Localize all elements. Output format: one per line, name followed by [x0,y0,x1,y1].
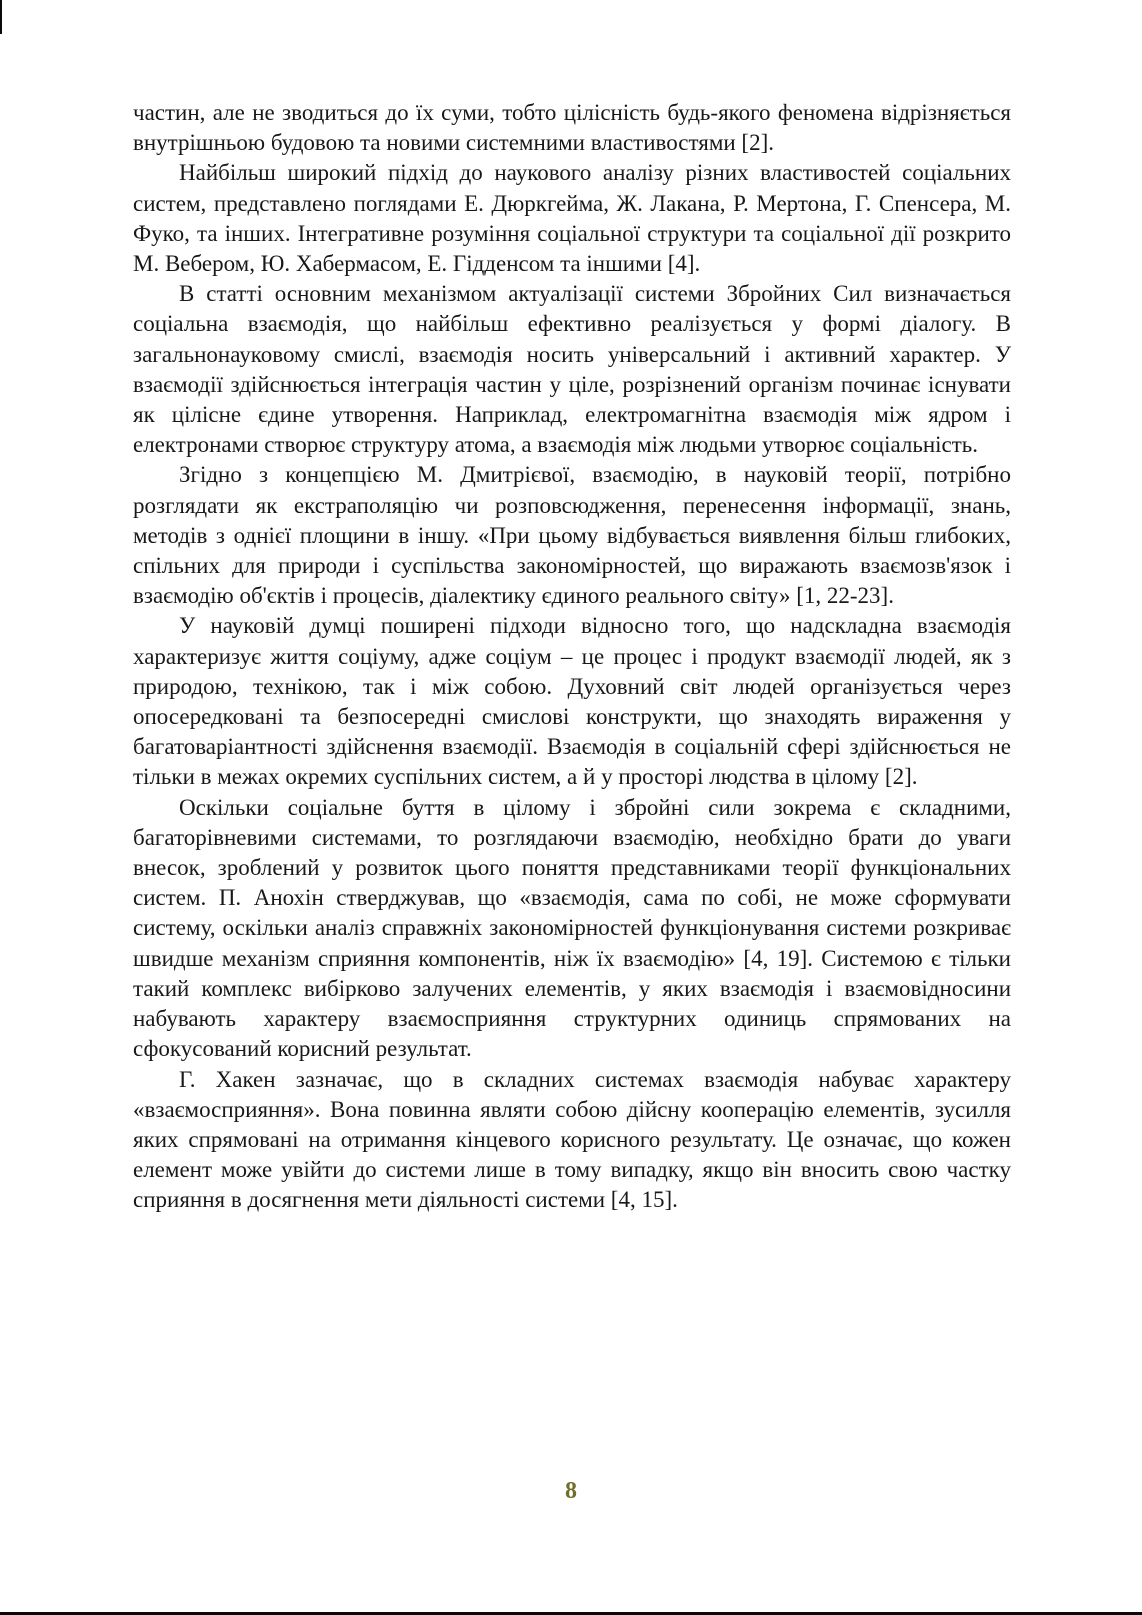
paragraph-continuation: частин, але не зводиться до їх суми, тобто цілісність будь-якого феномена відрізняється внутрішньою будовою та новими системними властивостями [2]. [133,100,1011,156]
paragraph: Г. Хакен зазначає, що в складних системах взаємодія набуває характеру «взаємосприяння». Вона повинна являти собою дійсну кооперацію елементів, зусилля яких спрямовані на отримання кінцевого корисного результату. Це означає, що кожен елемент може увійти до системи лише в тому випадку, якщо він вносить свою частку сприяння в досягнення мети діяльності системи [4, 15]. [133,1066,1011,1213]
paragraph: В статті основним механізмом актуалізації системи Збройних Сил визначається соціальна взаємодія, що найбільш ефективно реалізується у формі діалогу. В загальнонауковому смислі, взаємодія носить універсальний і активний характер. У взаємодії здійснюється інтеграція частин у ціле, розрізнений організм починає існувати як цілісне єдине утворення. Наприклад, електромагнітна взаємодія між ядром і електронами створює структуру атома, а взаємодія між людьми утворює соціальність. [133,281,1011,458]
scan-artifact-left-edge [0,0,2,34]
paragraph: Оскільки соціальне буття в цілому і збройні сили зокрема є складними, багаторівневими системами, то розглядаючи взаємодію, необхідно брати до уваги внесок, зроблений у розвиток цього поняття представниками теорії функціональних систем. П. Анохін стверджував, що «взаємодія, сама по собі, не може сформувати систему, оскільки аналіз справжніх закономірностей функціонування системи розкриває швидше механізм сприяння компонентів, ніж їх взаємодію» [4, 19]. Системою є тільки такий комплекс вибірково залучених елементів, у яких взаємодія і взаємовідносини набувають характеру взаємосприяння структурних одиниць спрямованих на сфокусований корисний результат. [133,794,1011,1062]
paragraph: Згідно з концепцією М. Дмитрієвої, взаємодію, в науковій теорії, потрібно розглядати як екстраполяцію чи розповсюдження, перенесення інформації, знань, методів з однієї площини в іншу. «При цьому відбувається виявлення більш глибоких, спільних для природи і суспільства закономірностей, що виражають взаємозв'язок і взаємодію об'єктів і процесів, діалектику єдиного реального світу» [1, 22-23]. [133,462,1011,609]
page-text-block [133,98,1011,1216]
paragraph: Найбільш широкий підхід до наукового аналізу різних властивостей соціальних систем, представлено поглядами Е. Дюркгейма, Ж. Лакана, Р. Мертона, Г. Спенсера, М. Фуко, та інших. Інтегративне розуміння соціальної структури та соціальної дії розкрито М. Вебером, Ю. Хабермасом, Е. Гідденсом та іншими [4]. [133,160,1011,277]
page-number: 8 [565,1478,577,1504]
paragraph: У науковій думці поширені підходи відносно того, що надскладна взаємодія характеризує життя соціуму, адже соціум – це процес і продукт взаємодії людей, як з природою, технікою, так і між собою. Духовний світ людей організується через опосередковані та безпосередні смислові конструкти, що знаходять вираження у багатоваріантності здійснення взаємодії. Взаємодія в соціальній сфері здійснюється не тільки в межах окремих суспільних систем, а й у просторі людства в цілому [2]. [133,613,1011,790]
